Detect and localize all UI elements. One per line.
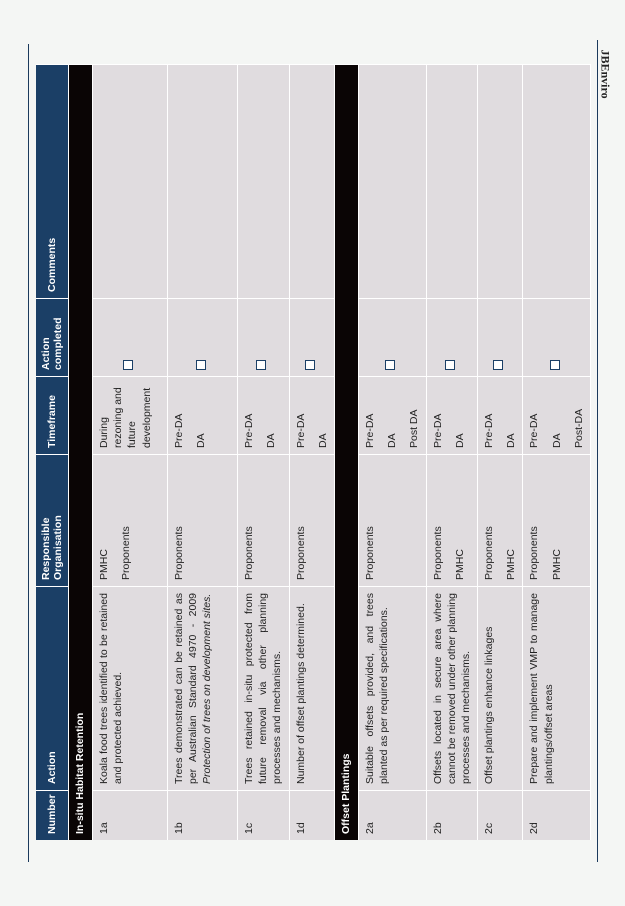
table-row [523,64,591,840]
row-timeframe [478,376,523,454]
row-comments [168,64,238,298]
row-completed [290,298,335,376]
timeframe-entry: Post-DA [572,408,585,448]
table-row [359,64,427,840]
timeframe-entry: Pre-DA [528,413,541,448]
timeframe-entry: DA [265,433,278,448]
row-timeframe [359,376,427,454]
section-title: In-situ Habitat Retention [69,64,93,840]
table-row [168,64,238,840]
responsible-entry: Proponents [363,526,376,580]
responsible-entry: PMHC [98,549,111,580]
section-row [69,64,93,840]
timeframe-entry: During rezoning and future development [98,387,153,448]
action-text: Koala food trees identified to be retained and protected achieved. [98,593,125,784]
row-number: 1c [238,790,290,840]
row-responsible [238,454,290,586]
section-row [335,64,359,840]
header-timeframe: Timeframe [36,376,69,454]
brand-logo: JBEnviro [598,49,613,99]
timeframe-entry: DA [453,433,466,448]
row-completed [359,298,427,376]
row-responsible [359,454,427,586]
action-text: Trees demonstrated can be retained as per Australian Standard 4970 - 2009 [173,593,200,784]
row-number: 2b [427,790,479,840]
action-italic-text: Protection of trees on development sites. [201,593,214,784]
timeframe-entry: DA [386,433,399,448]
responsible-entry: Proponents [243,526,256,580]
row-timeframe [168,376,238,454]
row-timeframe [523,376,591,454]
row-responsible [93,454,168,586]
header-rule [597,40,598,862]
row-responsible [478,454,523,586]
row-timeframe [238,376,290,454]
completed-checkbox[interactable] [123,360,133,370]
action-text: Prepare and implement VMP to manage plantings/offset areas [528,593,555,784]
row-comments [93,64,168,298]
responsible-entry: Proponents [173,526,186,580]
row-comments [359,64,427,298]
row-action [523,586,591,790]
timeframe-entry: Pre-DA [294,413,307,448]
action-text: Suitable offsets provided, and trees planted as per required specifications. [363,593,391,784]
responsible-entry: PMHC [505,549,518,580]
row-completed [478,298,523,376]
completed-checkbox[interactable] [196,360,206,370]
row-comments [290,64,335,298]
timeframe-entry: DA [316,433,329,448]
responsible-entry: PMHC [550,549,563,580]
row-action [427,586,479,790]
completed-checkbox[interactable] [256,360,266,370]
row-number: 1b [168,790,238,840]
timeframe-entry: Pre-DA [173,413,186,448]
header-comments: Comments [36,64,69,298]
row-timeframe [427,376,479,454]
responsible-entry: Proponents [528,526,541,580]
row-action [359,586,427,790]
row-responsible [290,454,335,586]
table-row [427,64,479,840]
action-text: Number of offset plantings determined. [294,603,307,784]
row-action [238,586,290,790]
responsible-entry: Proponents [120,526,133,580]
timeframe-entry: DA [195,433,208,448]
completed-checkbox[interactable] [445,360,455,370]
row-completed [168,298,238,376]
row-completed [93,298,168,376]
action-text: Trees retained in-situ protected from future removal via other planning processes and mechanisms. [243,593,284,784]
timeframe-entry: Pre-DA [243,413,256,448]
row-number: 2c [478,790,523,840]
responsible-entry: Proponents [294,526,307,580]
table-header-row [36,64,69,840]
timeframe-entry: Pre-DA [483,413,496,448]
row-completed [427,298,479,376]
completed-checkbox[interactable] [550,360,560,370]
table-body [69,64,591,840]
section-title: Offset Plantings [335,64,359,840]
row-responsible [168,454,238,586]
action-table [36,64,591,840]
table-row [478,64,523,840]
timeframe-entry: Post DA [408,409,421,448]
row-comments [427,64,479,298]
row-comments [238,64,290,298]
row-action [290,586,335,790]
timeframe-entry: DA [505,433,518,448]
header-responsible: Responsible Organisation [36,454,69,586]
header-completed: Action completed [36,298,69,376]
row-timeframe [93,376,168,454]
footer-rule [28,44,29,862]
row-number: 2d [523,790,591,840]
row-number: 1a [93,790,168,840]
row-responsible [523,454,591,586]
timeframe-entry: DA [550,433,563,448]
row-comments [523,64,591,298]
table-row [238,64,290,840]
table-row [93,64,168,840]
responsible-entry: PMHC [453,549,466,580]
responsible-entry: Proponents [431,526,444,580]
row-action [168,586,238,790]
action-text: Offsets located in secure area where cannot be removed under other planning processes and mechanisms. [431,593,472,784]
row-timeframe [290,376,335,454]
responsible-entry: Proponents [483,526,496,580]
row-action [93,586,168,790]
row-action [478,586,523,790]
completed-checkbox[interactable] [385,360,395,370]
timeframe-entry: Pre-DA [363,413,376,448]
action-text: Offset plantings enhance linkages [483,626,496,784]
header-action: Action [36,586,69,790]
table-row [290,64,335,840]
row-responsible [427,454,479,586]
completed-checkbox[interactable] [493,360,503,370]
row-comments [478,64,523,298]
rotated-page [36,64,584,840]
row-number: 2a [359,790,427,840]
completed-checkbox[interactable] [305,360,315,370]
row-completed [238,298,290,376]
header-number: Number [36,790,69,840]
row-completed [523,298,591,376]
timeframe-entry: Pre-DA [431,413,444,448]
row-number: 1d [290,790,335,840]
